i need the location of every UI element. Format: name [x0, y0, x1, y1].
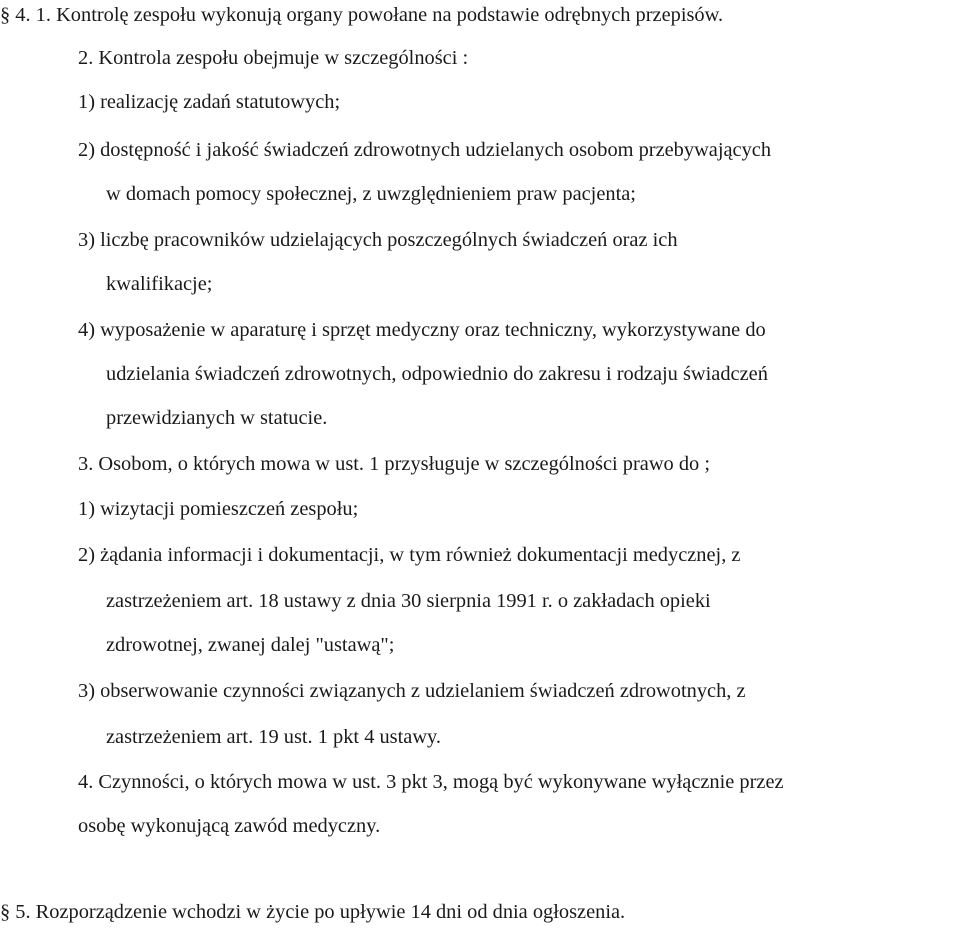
section-4-point-1: § 4. 1. Kontrolę zespołu wykonują organy powołane na podstawie odrębnych przepisów. — [0, 4, 724, 26]
point-2-item-2: 2) dostępność i jakość świadczeń zdrowotnych udzielanych osobom przebywających — [78, 139, 772, 161]
point-2-item-4-cont-2: przewidzianych w statucie. — [106, 407, 328, 429]
point-2-item-4-cont-1: udzielania świadczeń zdrowotnych, odpowiednio do zakresu i rodzaju świadczeń — [106, 363, 768, 385]
point-3-item-2-cont-1: zastrzeżeniem art. 18 ustawy z dnia 30 sierpnia 1991 r. o zakładach opieki — [106, 590, 711, 612]
point-2-item-4: 4) wyposażenie w aparaturę i sprzęt medyczny oraz techniczny, wykorzystywane do — [78, 319, 766, 341]
point-3-item-3: 3) obserwowanie czynności związanych z udzielaniem świadczeń zdrowotnych, z — [78, 680, 746, 702]
point-3-item-2: 2) żądania informacji i dokumentacji, w tym również dokumentacji medycznej, z — [78, 544, 741, 566]
section-4-point-2: 2. Kontrola zespołu obejmuje w szczególności : — [78, 47, 469, 69]
point-3-item-2-cont-2: zdrowotnej, zwanej dalej "ustawą"; — [106, 634, 395, 656]
point-3-item-1: 1) wizytacji pomieszczeń zespołu; — [78, 498, 359, 520]
point-2-item-2-cont: w domach pomocy społecznej, z uwzględnieniem praw pacjenta; — [106, 183, 636, 205]
point-3-item-3-cont: zastrzeżeniem art. 19 ust. 1 pkt 4 ustawy. — [106, 726, 442, 748]
point-2-item-1: 1) realizację zadań statutowych; — [78, 91, 341, 113]
section-4-point-3: 3. Osobom, o których mowa w ust. 1 przysługuje w szczególności prawo do ; — [78, 453, 711, 475]
section-4-point-4-cont: osobę wykonującą zawód medyczny. — [78, 815, 381, 837]
section-5: § 5. Rozporządzenie wchodzi w życie po upływie 14 dni od dnia ogłoszenia. — [0, 901, 626, 923]
point-2-item-3-cont: kwalifikacje; — [106, 273, 213, 295]
point-2-item-3: 3) liczbę pracowników udzielających poszczególnych świadczeń oraz ich — [78, 229, 678, 251]
section-4-point-4: 4. Czynności, o których mowa w ust. 3 pkt 3, mogą być wykonywane wyłącznie przez — [78, 771, 784, 793]
